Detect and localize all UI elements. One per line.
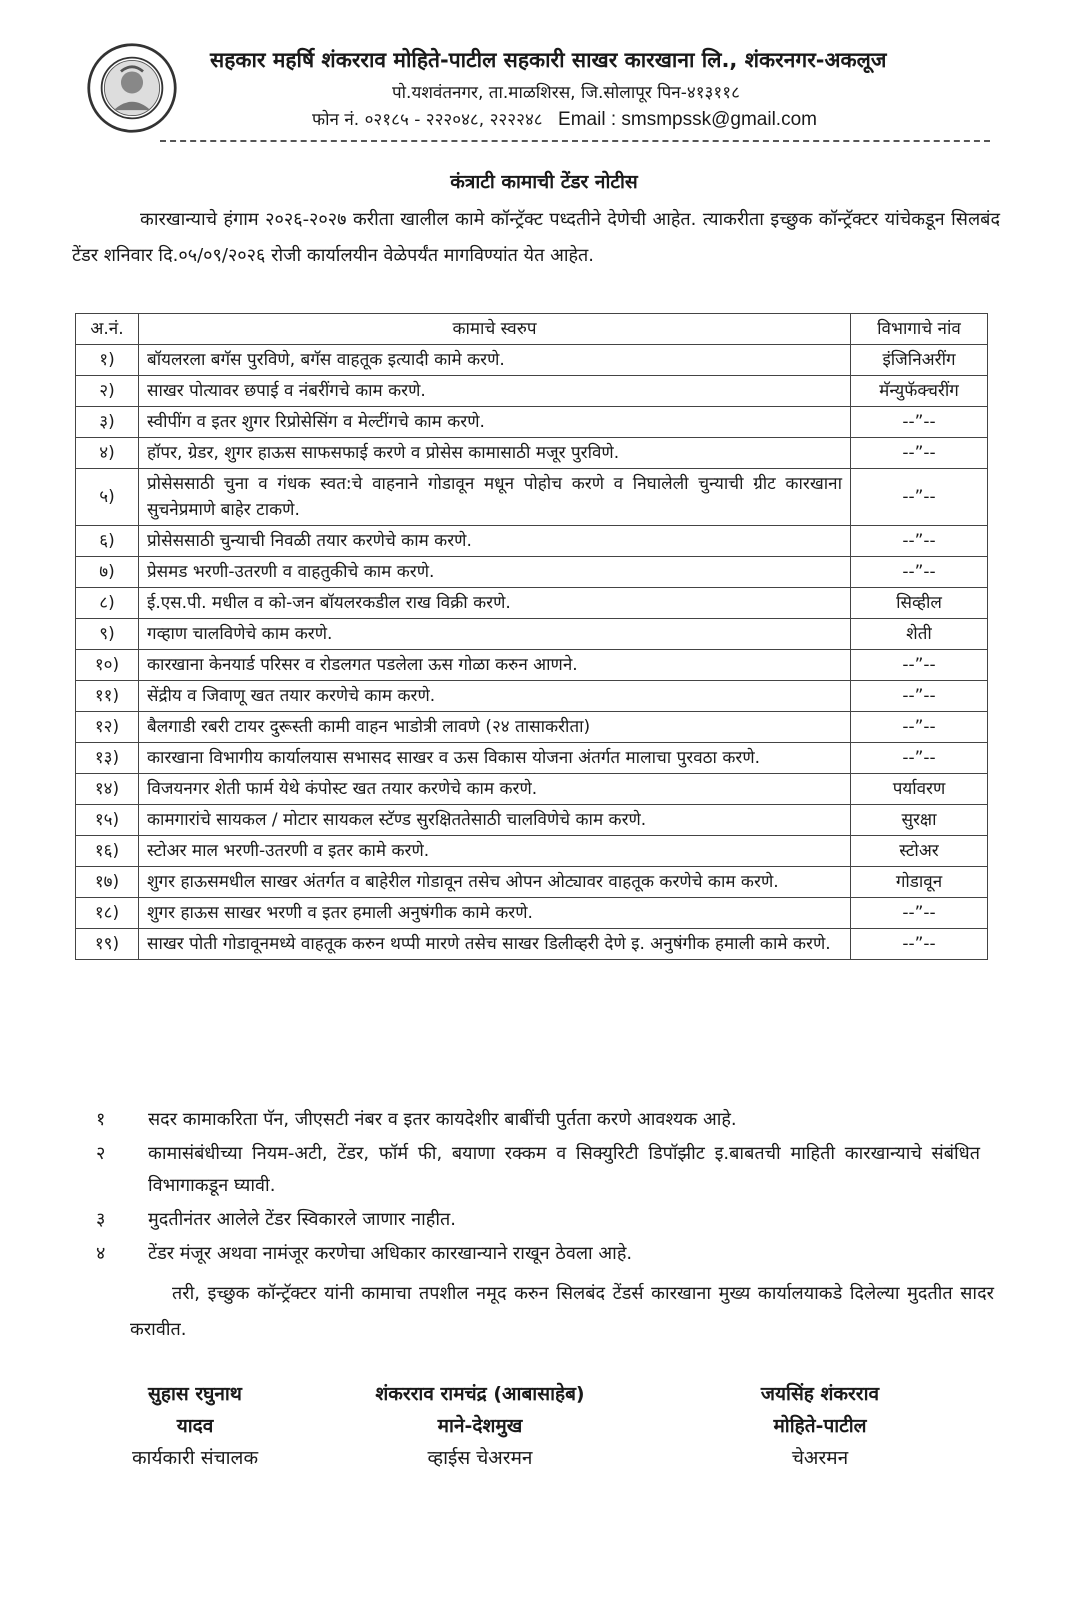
signatory-name-line1: सुहास रघुनाथ <box>148 1383 242 1405</box>
row-number: १८) <box>76 898 139 929</box>
row-number: ३) <box>76 407 139 438</box>
table-row <box>76 588 988 619</box>
row-department: पर्यावरण <box>851 774 988 805</box>
signatory-name-line1: शंकरराव रामचंद्र (आबासाहेब) <box>375 1383 585 1405</box>
col-serial: अ.नं. <box>76 314 139 345</box>
condition-text: मुदतीनंतर आलेले टेंडर स्विकारले जाणार नाहीत. <box>148 1209 456 1230</box>
row-department: शेती <box>851 619 988 650</box>
row-work: साखर पोत्यावर छपाई व नंबरींगचे काम करणे. <box>139 376 851 407</box>
row-work: कारखाना विभागीय कार्यालयास सभासद साखर व ऊस विकास योजना अंतर्गत मालाचा पुरवठा करणे. <box>139 743 851 774</box>
row-work: प्रेसमड भरणी-उतरणी व वाहतुकीचे काम करणे. <box>139 557 851 588</box>
row-work: विजयनगर शेती फार्म येथे कंपोस्ट खत तयार करणेचे काम करणे. <box>139 774 851 805</box>
table-row <box>76 867 988 898</box>
row-work: सेंद्रीय व जिवाणू खत तयार करणेचे काम करणे. <box>139 681 851 712</box>
signatory-executive-director <box>100 1378 290 1474</box>
conditions-list <box>96 1104 980 1272</box>
signatory-vice-chairman <box>330 1378 630 1474</box>
postal-address: पो.यशवंतनगर, ता.माळशिरस, जि.सोलापूर पिन-४१३११८ <box>392 83 740 103</box>
contact-line <box>312 107 817 131</box>
table-row <box>76 345 988 376</box>
table-row <box>76 526 988 557</box>
notice-intro: कारखान्याचे हंगाम २०२६-२०२७ करीता खालील कामे कॉन्ट्रॅक्ट पध्दतीने देणेची आहेत. त्याकरीता इच्छुक कॉन्ट्रॅक्टर यांचेकडून सिलबंद टेंडर शनिवार दि.०५/०९/२०२६ रोजी कार्यालयीन वेळेपर्यंत मागविण्यांत येत आहेत. <box>72 209 1000 266</box>
row-work: गव्हाण चालविणेचे काम करणे. <box>139 619 851 650</box>
row-work: हॉपर, ग्रेडर, शुगर हाऊस साफसफाई करणे व प्रोसेस कामासाठी मजूर पुरविणे. <box>139 438 851 469</box>
table-row <box>76 438 988 469</box>
row-work: साखर पोती गोडावूनमध्ये वाहतूक करुन थप्पी मारणे तसेच साखर डिलीव्हरी देणे इ. अनुषंगीक हमाली कामे करणे. <box>139 929 851 960</box>
signatory-name-line2: माने-देशमुख <box>437 1415 523 1437</box>
row-department: मॅन्युफॅक्चरींग <box>851 376 988 407</box>
row-work: स्वीपींग व इतर शुगर रिप्रोसेसिंग व मेल्टींगचे काम करणे. <box>139 407 851 438</box>
table-row <box>76 469 988 526</box>
signatory-name-line1: जयसिंह शंकरराव <box>760 1383 880 1405</box>
col-work: कामाचे स्वरुप <box>139 314 851 345</box>
table-row <box>76 836 988 867</box>
condition-item <box>96 1138 980 1202</box>
factory-seal-logo <box>86 42 178 134</box>
table-row <box>76 681 988 712</box>
table-row <box>76 743 988 774</box>
signatory-designation: व्हाईस चेअरमन <box>427 1447 533 1469</box>
signatory-designation: कार्यकारी संचालक <box>131 1447 259 1469</box>
row-department: --”-- <box>851 526 988 557</box>
row-work: बैलगाडी रबरी टायर दुरूस्ती कामी वाहन भाडोत्री लावणे (२४ तासाकरीता) <box>139 712 851 743</box>
row-number: १३) <box>76 743 139 774</box>
row-number: १९) <box>76 929 139 960</box>
table-row <box>76 929 988 960</box>
table-row <box>76 805 988 836</box>
row-number: १६) <box>76 836 139 867</box>
row-number: २) <box>76 376 139 407</box>
row-department: --”-- <box>851 469 988 526</box>
row-department: --”-- <box>851 681 988 712</box>
organization-name: सहकार महर्षि शंकरराव मोहिते-पाटील सहकारी साखर कारखाना लि., शंकरनगर-अकलूज <box>210 48 887 72</box>
row-department: --”-- <box>851 407 988 438</box>
condition-number: २ <box>96 1143 106 1164</box>
signatory-name-line2: मोहिते-पाटील <box>773 1415 867 1437</box>
row-work: प्रोसेससाठी चुना व गंधक स्वत:चे वाहनाने गोडावून मधून पोहोच करणे व निघालेली चुन्याची ग्रीट कारखाना सुचनेप्रमाणे बाहेर टाकणे. <box>139 469 851 526</box>
row-number: १७) <box>76 867 139 898</box>
row-work: ई.एस.पी. मधील व को-जन बॉयलरकडील राख विक्री करणे. <box>139 588 851 619</box>
row-work: बॉयलरला बगॅस पुरविणे, बगॅस वाहतूक इत्यादी कामे करणे. <box>139 345 851 376</box>
signatory-name-line2: यादव <box>176 1415 214 1437</box>
table-row <box>76 650 988 681</box>
row-number: १) <box>76 345 139 376</box>
row-department: --”-- <box>851 743 988 774</box>
row-number: ९) <box>76 619 139 650</box>
row-number: १४) <box>76 774 139 805</box>
condition-number: ४ <box>96 1243 106 1264</box>
row-department: --”-- <box>851 438 988 469</box>
row-number: ११) <box>76 681 139 712</box>
table-header-row <box>76 314 988 345</box>
row-work: शुगर हाऊसमधील साखर अंतर्गत व बाहेरील गोडावून तसेच ओपन ओट्यावर वाहतूक करणेचे काम करणे. <box>139 867 851 898</box>
table-row <box>76 557 988 588</box>
row-department: स्टोअर <box>851 836 988 867</box>
row-number: ८) <box>76 588 139 619</box>
row-number: १५) <box>76 805 139 836</box>
signatory-designation: चेअरमन <box>791 1447 849 1469</box>
works-table <box>75 313 988 960</box>
row-department: --”-- <box>851 650 988 681</box>
col-department: विभागाचे नांव <box>851 314 988 345</box>
row-work: शुगर हाऊस साखर भरणी व इतर हमाली अनुषंगीक कामे करणे. <box>139 898 851 929</box>
row-number: ५) <box>76 469 139 526</box>
condition-text: सदर कामाकरिता पॅन, जीएसटी नंबर व इतर कायदेशीर बाबींची पुर्तता करणे आवश्यक आहे. <box>148 1109 737 1130</box>
row-work: कामगारांचे सायकल / मोटार सायकल स्टॅण्ड सुरक्षिततेसाठी चालविणेचे काम करणे. <box>139 805 851 836</box>
table-row <box>76 898 988 929</box>
row-department: गोडावून <box>851 867 988 898</box>
row-number: ६) <box>76 526 139 557</box>
phone-numbers: फोन नं. ०२१८५ - २२२०४८, २२२२४८ <box>312 110 543 130</box>
row-number: १०) <box>76 650 139 681</box>
email-address: Email : smsmpssk@gmail.com <box>558 109 817 130</box>
header-separator <box>160 140 990 142</box>
row-number: ७) <box>76 557 139 588</box>
row-department: --”-- <box>851 712 988 743</box>
row-department: सुरक्षा <box>851 805 988 836</box>
closing-paragraph: तरी, इच्छुक कॉन्ट्रॅक्टर यांनी कामाचा तपशील नमूद करुन सिलबंद टेंडर्स कारखाना मुख्य कार्यालयाकडे दिलेल्या मुदतीत सादर करावीत. <box>130 1283 994 1340</box>
row-number: १२) <box>76 712 139 743</box>
row-department: --”-- <box>851 929 988 960</box>
row-department: --”-- <box>851 557 988 588</box>
row-work: प्रोसेससाठी चुन्याची निवळी तयार करणेचे काम करणे. <box>139 526 851 557</box>
table-row <box>76 774 988 805</box>
table-row <box>76 712 988 743</box>
condition-text: टेंडर मंजूर अथवा नामंजूर करणेचा अधिकार कारखान्याने राखून ठेवला आहे. <box>148 1243 633 1264</box>
row-work: स्टोअर माल भरणी-उतरणी व इतर कामे करणे. <box>139 836 851 867</box>
row-department: --”-- <box>851 898 988 929</box>
condition-number: ३ <box>96 1209 106 1230</box>
table-row <box>76 619 988 650</box>
row-number: ४) <box>76 438 139 469</box>
table-row <box>76 407 988 438</box>
condition-item <box>96 1204 980 1236</box>
row-department: इंजिनिअरींग <box>851 345 988 376</box>
row-work: कारखाना केनयार्ड परिसर व रोडलगत पडलेला ऊस गोळा करुन आणने. <box>139 650 851 681</box>
row-department: सिव्हील <box>851 588 988 619</box>
notice-title: कंत्राटी कामाची टेंडर नोटीस <box>450 171 638 193</box>
condition-item <box>96 1238 980 1270</box>
condition-number: १ <box>96 1109 106 1130</box>
signatory-chairman <box>700 1378 940 1474</box>
table-row <box>76 376 988 407</box>
condition-text: कामासंबंधीच्या नियम-अटी, टेंडर, फॉर्म फी, बयाणा रक्कम व सिक्युरिटी डिपॉझीट इ.बाबतची माहिती कारखान्याचे संबंधित विभागाकडून घ्यावी. <box>148 1143 980 1196</box>
condition-item <box>96 1104 980 1136</box>
